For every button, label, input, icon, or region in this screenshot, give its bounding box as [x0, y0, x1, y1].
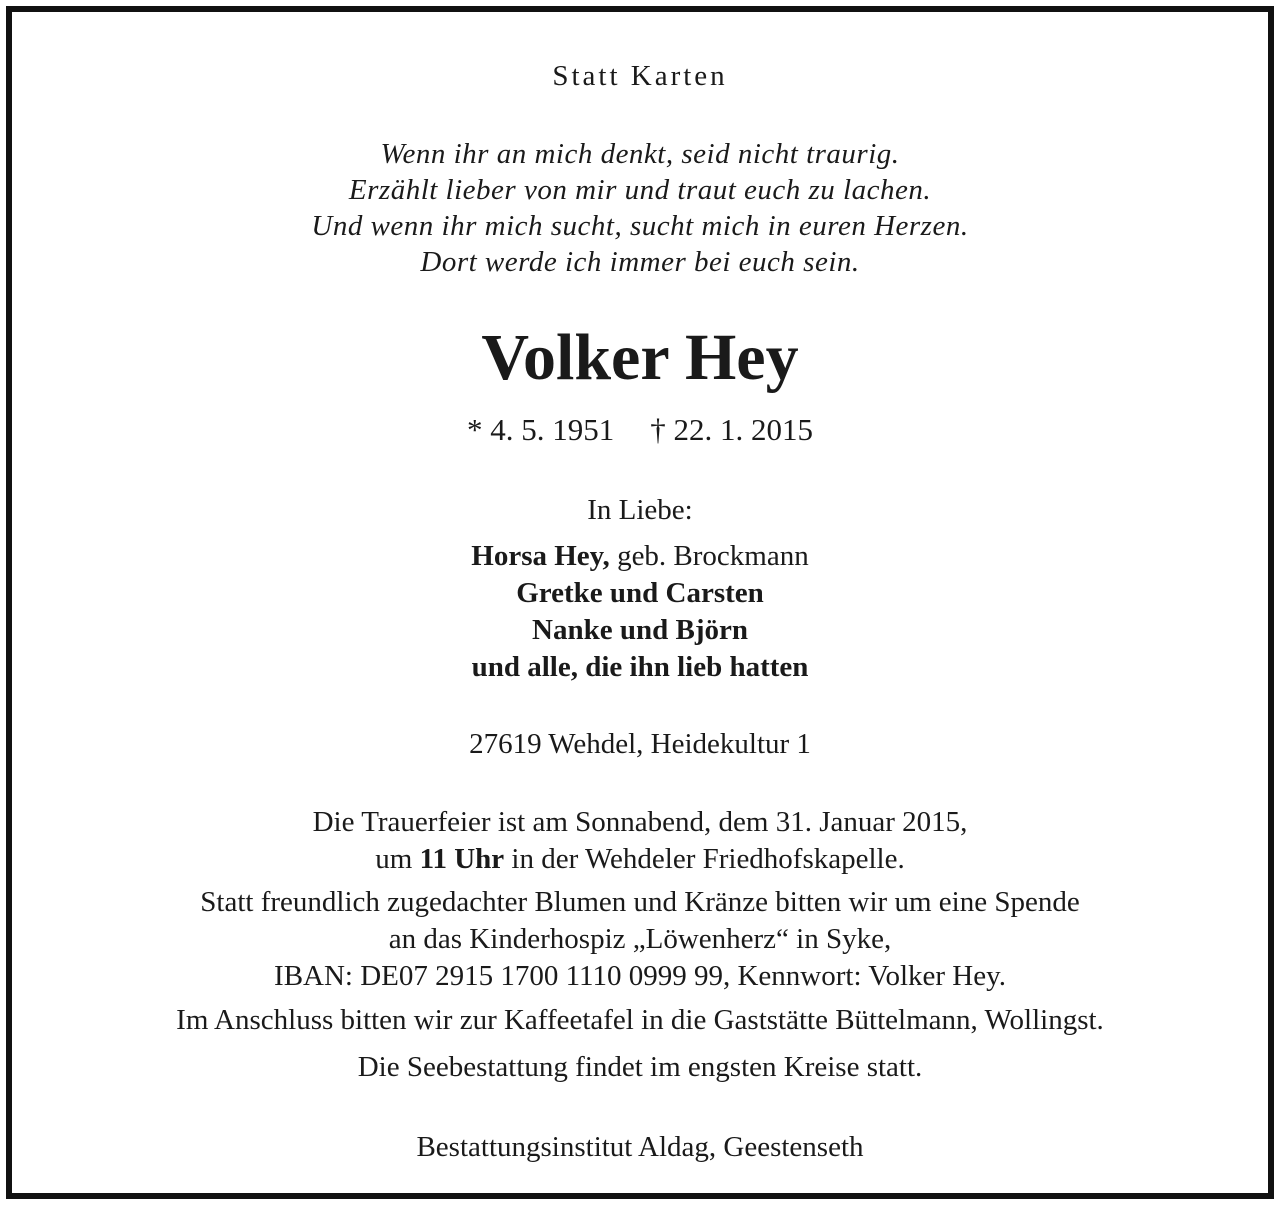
life-dates [12, 412, 1268, 448]
donation-iban-line: IBAN: DE07 2915 1700 1110 0999 99, Kennwort: Volker Hey. [274, 960, 1006, 992]
spouse-name: Horsa Hey, [471, 540, 610, 572]
spouse-maiden-name: geb. Brockmann [609, 540, 809, 572]
funeral-home: Bestattungsinstitut Aldag, Geestenseth [416, 1131, 864, 1163]
service-time-line [12, 843, 1268, 876]
mourner-family-3: und alle, die ihn lieb hatten [471, 651, 809, 683]
sea-burial-line: Die Seebestattung findet im engsten Kreise statt. [357, 1051, 923, 1083]
service-date-line: Die Trauerfeier ist am Sonnabend, dem 31. Januar 2015, [312, 806, 968, 838]
birth-date: * 4. 5. 1951 [467, 412, 615, 447]
in-liebe-label: In Liebe: [587, 494, 693, 526]
service-time-prefix: um [375, 843, 420, 875]
service-location: in der Wehdeler Friedhofskapelle. [504, 843, 905, 875]
mourner-family-2: Nanke und Björn [532, 614, 748, 646]
verse-line-4: Dort werde ich immer bei euch sein. [420, 246, 860, 278]
deceased-name: Volker Hey [481, 321, 799, 394]
statt-karten-heading: Statt Karten [552, 60, 728, 92]
coffee-reception-line: Im Anschluss bitten wir zur Kaffeetafel in die Gaststätte Büttelmann, Wollingst. [176, 1004, 1104, 1036]
death-date: † 22. 1. 2015 [650, 412, 813, 447]
family-address: 27619 Wehdel, Heidekultur 1 [469, 728, 811, 760]
service-time: 11 Uhr [419, 843, 505, 875]
mourner-spouse [12, 540, 1268, 573]
verse-line-3: Und wenn ihr mich sucht, sucht mich in euren Herzen. [311, 210, 969, 242]
verse-line-2: Erzählt lieber von mir und traut euch zu lachen. [348, 174, 932, 206]
donation-line-1: Statt freundlich zugedachter Blumen und Kränze bitten wir um eine Spende [200, 886, 1080, 918]
mourner-family-1: Gretke und Carsten [516, 577, 764, 609]
verse-line-1: Wenn ihr an mich denkt, seid nicht traurig. [380, 138, 900, 170]
obituary-notice [6, 6, 1274, 1199]
donation-line-2: an das Kinderhospiz „Löwenherz“ in Syke, [388, 923, 892, 955]
